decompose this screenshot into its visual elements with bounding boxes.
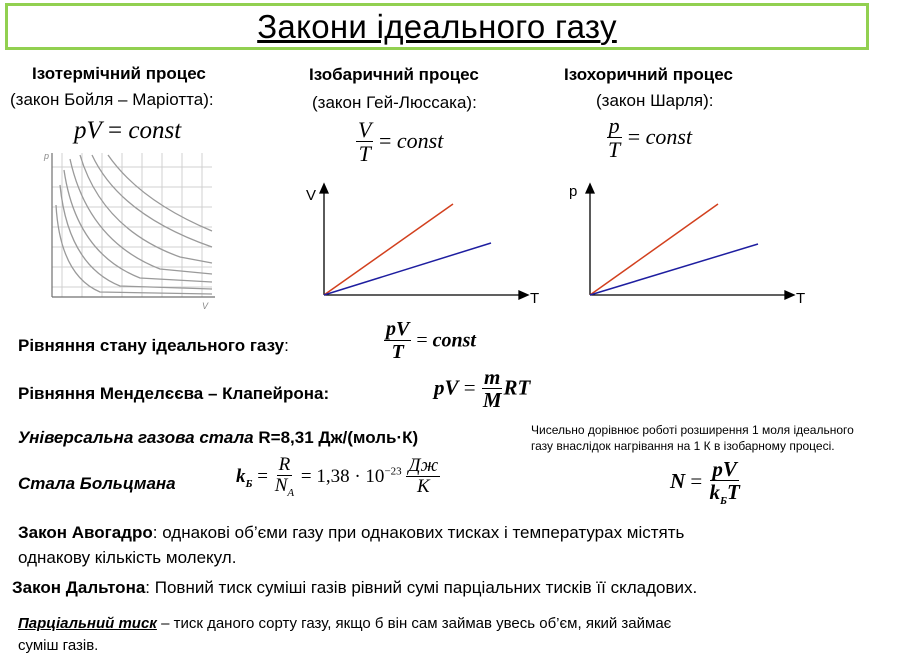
isochoric-law: (закон Шарля): xyxy=(596,91,714,110)
isobaric-axis-x: T xyxy=(530,290,540,307)
isobaric-axes xyxy=(320,184,528,299)
state-equation-formula: $\frac{pV}{T}$ = const xyxy=(386,318,476,363)
isobaric-formula-rhs: const xyxy=(396,127,444,153)
boltzmann-frac2-den: К xyxy=(416,475,430,497)
boltzmann-frac2-num: Дж xyxy=(408,455,439,476)
state-equation-label: Рівняння стану ідеального газу xyxy=(18,336,285,355)
mendeleev-frac-den: M xyxy=(482,388,502,413)
gas-constant-note-line1: Чисельно дорівнює роботі розширення 1 моля ідеального xyxy=(531,423,854,437)
particles-formula: N = $\frac{pV}{k_БT}$ xyxy=(670,457,740,508)
state-equation-frac-num: pV xyxy=(386,318,410,340)
isochoric-frac-den: T xyxy=(608,137,621,163)
title-box xyxy=(5,3,869,50)
boltzmann-k-sub: Б xyxy=(245,477,253,490)
partial-text-line1: – тиск даного сорту газу, якщо б він сам займав увесь об’єм, який займає xyxy=(156,615,672,632)
mendeleev-lhs: pV xyxy=(434,375,459,400)
particles-lhs: N xyxy=(670,469,686,494)
gas-constant-value: R=8,31 Дж/(моль·К) xyxy=(258,428,419,447)
page-title: Закони ідеального газу xyxy=(257,7,617,45)
isothermal-axis-y: p xyxy=(44,151,50,161)
isochoric-axes xyxy=(586,184,794,299)
avogadro-text-line1: : однакові об’єми газу при однакових тисках і температурах містять xyxy=(152,523,685,542)
boltzmann-exponent: −23 xyxy=(384,465,402,478)
isothermal-heading: Ізотермічний процес xyxy=(32,64,206,83)
partial-text-line2: суміш газів. xyxy=(18,637,99,654)
state-equation-rhs: const xyxy=(432,329,476,352)
partial-block xyxy=(18,613,898,657)
gas-constant-line xyxy=(18,428,418,448)
boltzmann-frac1-num: R xyxy=(278,454,291,475)
isothermal-graph xyxy=(40,145,220,313)
gas-constant-note-line2: газу внаслідок нагрівання на 1 К в ізобарному процесі. xyxy=(531,439,835,453)
isothermal-grid xyxy=(52,153,212,297)
gas-constant-label: Універсальна газова стала xyxy=(18,428,254,447)
isobaric-frac-den: T xyxy=(358,141,371,167)
isothermal-formula-lhs: pV xyxy=(74,117,102,144)
mendeleev-frac-num: m xyxy=(484,365,501,389)
state-equation-frac-den: T xyxy=(391,341,404,363)
isobaric-line-blue xyxy=(324,243,491,295)
isothermal-axis-x: V xyxy=(202,301,209,311)
isochoric-formula: $\frac{p}{T}$ = const xyxy=(608,113,693,163)
boltzmann-k: k xyxy=(236,465,246,487)
dalton-block xyxy=(12,578,697,598)
isobaric-law: (закон Гей-Люссака): xyxy=(312,93,477,112)
state-equation-label-wrap xyxy=(18,336,289,356)
avogadro-text-line2: однакову кількість молекул. xyxy=(18,548,237,567)
particles-frac-den-k: k xyxy=(709,480,721,505)
isobaric-formula: $\frac{V}{T}$ = const xyxy=(358,117,444,167)
particles-frac-num: pV xyxy=(712,457,737,481)
isochoric-frac-num: p xyxy=(608,113,620,138)
boltzmann-label: Стала Больцмана xyxy=(18,474,176,493)
isochoric-formula-rhs: const xyxy=(645,123,693,149)
isobaric-graph xyxy=(300,180,550,310)
boltzmann-frac1-den: N xyxy=(274,474,288,496)
isobaric-axis-y: V xyxy=(306,187,317,204)
isothermal-law: (закон Бойля – Маріотта): xyxy=(10,90,214,109)
boltzmann-frac1-den-sub: A xyxy=(287,486,295,499)
isothermal-curves xyxy=(56,155,212,294)
isobaric-heading: Ізобаричний процес xyxy=(309,65,479,84)
isothermal-formula-rhs: const xyxy=(128,117,182,144)
boltzmann-value: 1,38 · 10 xyxy=(316,465,385,487)
boltzmann-formula: $k_Б$ = $\frac{R}{N_A}$ = $1,38 \cdot 10^{-23}$ $\frac{Дж}{К}$ xyxy=(236,454,439,499)
isochoric-axis-y: p xyxy=(569,183,578,200)
isothermal-formula: pV = const xyxy=(74,117,182,144)
isochoric-line-blue xyxy=(590,244,758,295)
isobaric-line-red xyxy=(324,204,453,295)
mendeleev-rhs: RT xyxy=(503,375,531,400)
gas-constant-note xyxy=(531,422,854,454)
dalton-text: : Повний тиск суміші газів рівний сумі парціальних тисків її складових. xyxy=(145,578,698,597)
isochoric-axis-x: T xyxy=(796,290,806,307)
isochoric-line-red xyxy=(590,204,718,295)
particles-frac-den-sub: Б xyxy=(720,495,728,508)
avogadro-block xyxy=(18,520,898,570)
dalton-title: Закон Дальтона xyxy=(12,578,146,597)
avogadro-title: Закон Авогадро xyxy=(18,523,153,542)
state-equation-colon: : xyxy=(284,336,289,355)
isochoric-heading: Ізохоричний процес xyxy=(564,65,733,84)
partial-title: Парціальний тиск xyxy=(18,615,157,632)
mendeleev-formula: pV = $\frac{m}{M}$ RT xyxy=(434,365,531,413)
mendeleev-label: Рівняння Менделєєва – Клапейрона: xyxy=(18,384,330,403)
isobaric-frac-num: V xyxy=(358,117,372,142)
isochoric-graph xyxy=(565,180,815,310)
particles-frac-den-t: T xyxy=(727,480,740,505)
